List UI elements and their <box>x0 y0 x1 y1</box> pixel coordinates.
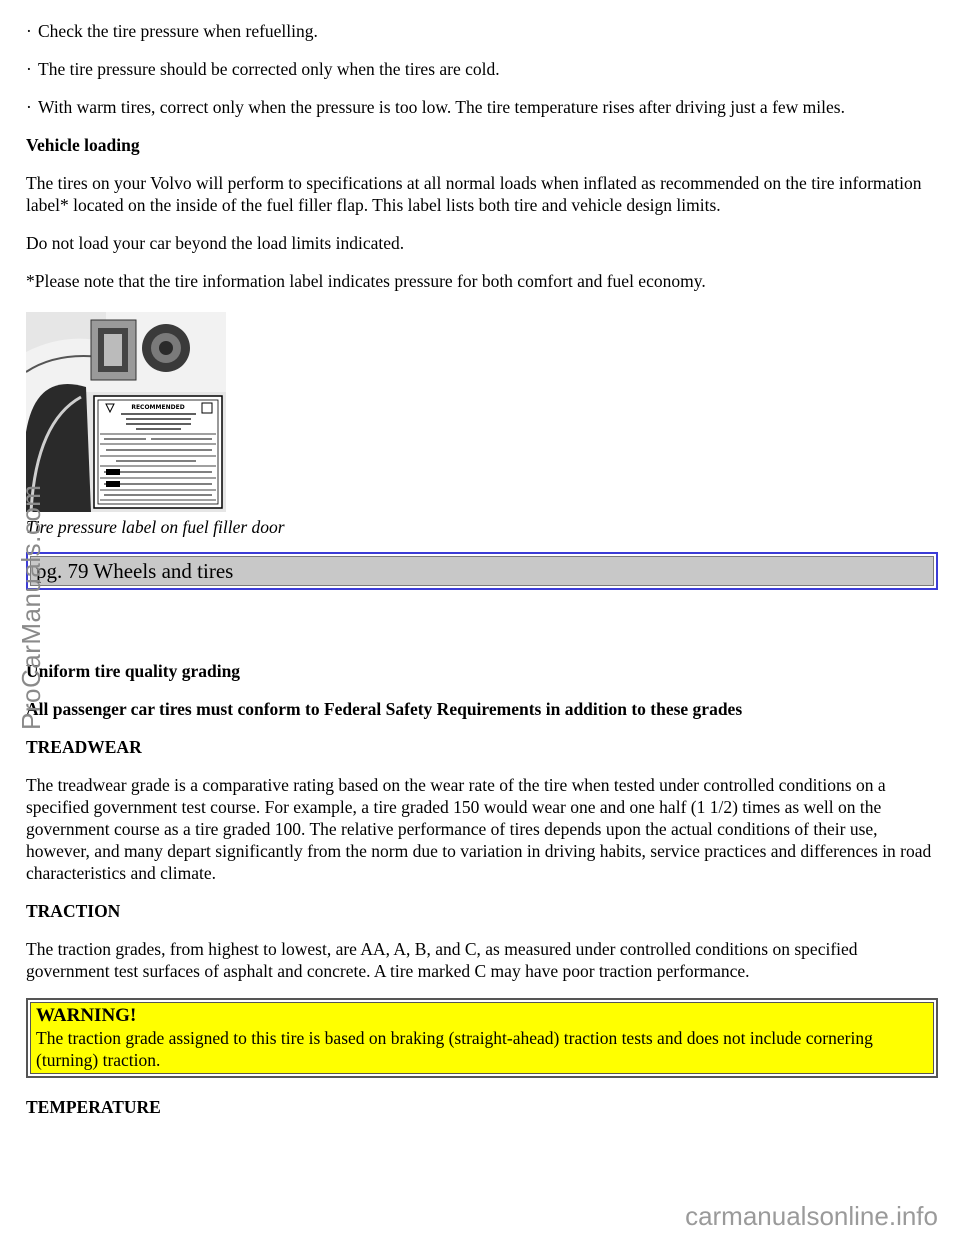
vehicle-loading-paragraph: The tires on your Volvo will perform to specifications at all normal loads when inflated as recommended on the tire information label* located on the inside of the fuel filler flap. This label lists both tire and vehicle design limits. <box>26 173 922 215</box>
manual-page <box>26 20 938 1134</box>
bullet-item <box>26 20 938 42</box>
vehicle-loading-heading: Vehicle loading <box>26 135 140 155</box>
warning-text: The traction grade assigned to this tire is based on braking (straight-ahead) traction tests and does not include cornering (turning) traction. <box>36 1028 873 1070</box>
traction-paragraph: The traction grades, from highest to lowest, are AA, A, B, and C, as measured under controlled conditions on specified government test surfaces of asphalt and concrete. A tire marked C may have poor traction performance. <box>26 939 858 981</box>
bullet-text: With warm tires, correct only when the pressure is too low. The tire temperature rises after driving just a few miles. <box>38 97 845 117</box>
warning-box <box>26 998 938 1078</box>
fuel-filler-door-illustration <box>26 312 226 512</box>
page-marker-bar <box>26 552 938 590</box>
warning-title: WARNING! <box>36 1005 137 1026</box>
vehicle-loading-paragraph: Do not load your car beyond the load limits indicated. <box>26 233 405 253</box>
page-marker-text: pg. 79 Wheels and tires <box>30 556 934 586</box>
bullet-item <box>26 58 938 80</box>
bullet-marker: · <box>26 21 32 41</box>
grading-heading: Uniform tire quality grading <box>26 661 241 681</box>
treadwear-paragraph: The treadwear grade is a comparative rating based on the wear rate of the tire when tested under controlled conditions on a specified government test course. For example, a tire graded 150 would wear one and one half (1 1/2) times as well on the government course as a tire graded 100. The relative performance of tires depends upon the actual conditions of their use, however, and many depart significantly from the norm due to variation in driving habits, service practices and differences in road characteristics and climate. <box>26 775 932 883</box>
bullet-text: The tire pressure should be corrected only when the tires are cold. <box>38 59 500 79</box>
temperature-heading: TEMPERATURE <box>26 1097 161 1117</box>
watermark-procarmanuals: ProCarManuals.com <box>16 484 46 730</box>
treadwear-heading: TREADWEAR <box>26 737 142 757</box>
bullet-item <box>26 96 938 118</box>
traction-heading: TRACTION <box>26 901 121 921</box>
bullet-text: Check the tire pressure when refuelling. <box>38 21 318 41</box>
fuel-filler-door-image <box>26 312 226 512</box>
figure-caption: Tire pressure label on fuel filler door <box>26 517 285 537</box>
bullet-marker: · <box>26 97 32 117</box>
label-title: RECOMMENDED <box>131 404 185 411</box>
vehicle-loading-note: *Please note that the tire information label indicates pressure for both comfort and fuel economy. <box>26 271 706 291</box>
warning-content <box>30 1002 934 1074</box>
bullet-marker: · <box>26 59 32 79</box>
watermark-carmanualsonline: carmanualsonline.info <box>685 1201 938 1231</box>
grading-subheading: All passenger car tires must conform to Federal Safety Requirements in addition to these grades <box>26 699 743 719</box>
